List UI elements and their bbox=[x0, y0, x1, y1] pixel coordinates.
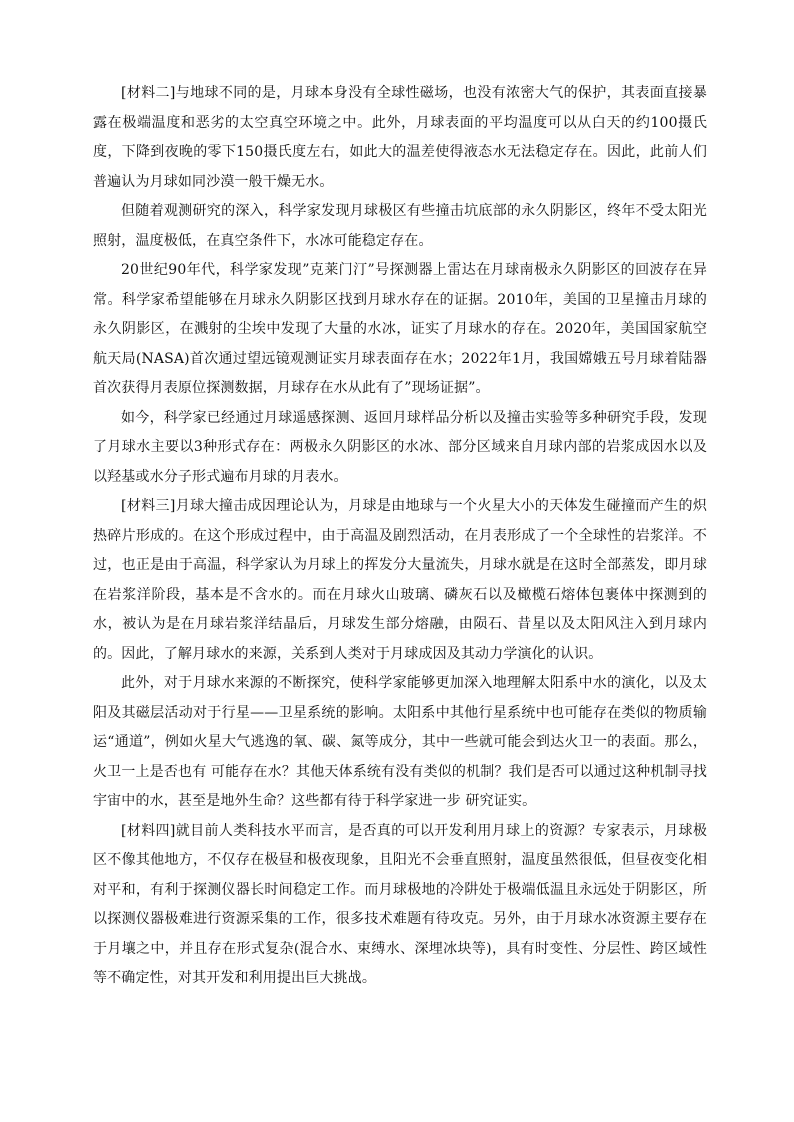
paragraph-water-forms: 如今，科学家已经通过月球遥感探测、返回月球样品分析以及撞击实验等多种研究手段，发现了月球水主要以3种形式存在：两极永久阴影区的水冰、部分区域来自月球内部的岩浆成因水以及以羟基或水分子形式遍布月球的月表水。 bbox=[93, 409, 707, 485]
paragraph-water-origin: 此外，对于月球水来源的不断探究，使科学家能够更加深入地理解太阳系中水的演化，以及太阳及其磁层活动对于行星——卫星系统的影响。太阳系中其他行星系统中也可能存在类似的物质输运“通道”，例如火星大气逃逸的氧、碳、氮等成分，其中一些就可能会到达火卫一的表面。那么，火卫一上是否也有 可能存在水？其他天体系统有没有类似的机制？我们是否可以通过这种机制寻找宇宙中的水，甚至是地外生命？这些都有待于科学家进一步 研究证实。 bbox=[93, 675, 707, 809]
document-page bbox=[93, 79, 707, 994]
paragraph-discovery-history: 20世纪90年代，科学家发现”克莱门汀”号探测器上雷达在月球南极永久阴影区的回波存在异常。科学家希望能够在月球永久阴影区找到月球水存在的证据。2010年，美国的卫星撞击月球的永久阴影区，在溅射的尘埃中发现了大量的水冰，证实了月球水的存在。2020年，美国国家航空航天局(NASA)首次通过望远镜观测证实月球表面存在水；2022年1月，我国嫦娥五号月球着陆器首次获得月表原位探测数据，月球存在水从此有了”现场证据”。 bbox=[93, 262, 707, 396]
paragraph-material-3-intro: [材料三]月球大撞击成因理论认为，月球是由地球与一个火星大小的天体发生碰撞而产生的炽热碎片形成的。在这个形成过程中，由于高温及剧烈活动，在月表形成了一个全球性的岩浆洋。不过，也正是由于高温，科学家认为月球上的挥发分大量流失，月球水就是在这时全部蒸发，即月球在岩浆洋阶段，基本是不含水的。而在月球火山玻璃、磷灰石以及橄榄石熔体包裹体中探测到的水，被认为是在月球岩浆洋结晶后，月球发生部分熔融，由陨石、昔星以及太阳风注入到月球内的。因此，了解月球水的来源，关系到人类对于月球成因及其动力学演化的认识。 bbox=[93, 498, 707, 662]
paragraph-material-2-intro: [材料二]与地球不同的是，月球本身没有全球性磁场，也没有浓密大气的保护，其表面直接暴露在极端温度和恶劣的太空真空环境之中。此外，月球表面的平均温度可以从白天的约100摄氏度，下降到夜晚的零下150摄氏度左右，如此大的温差使得液态水无法稳定存在。因此，此前人们普遍认为月球如同沙漠一般干燥无水。 bbox=[93, 85, 707, 190]
paragraph-material-4-intro: [材料四]就目前人类科技水平而言，是否真的可以开发利用月球上的资源？专家表示，月球极区不像其他地方，不仅存在极昼和极夜现象，且阳光不会垂直照射，温度虽然很低，但昼夜变化相对平和，有利于探测仪器长时间稳定工作。而月球极地的冷阱处于极端低温且永远处于阴影区，所以探测仪器极难进行资源采集的工作，很多技术难题有待攻克。另外，由于月球水冰资源主要存在于月壤之中，并且存在形式复杂(混合水、束缚水、深埋冰块等)，具有时变性、分层性、跨区域性等不确定性，对其开发和利用提出巨大挑战。 bbox=[93, 822, 707, 986]
paragraph-permanent-shadow: 但随着观测研究的深入，科学家发现月球极区有些撞击坑底部的永久阴影区，终年不受太阳光照射，温度极低，在真空条件下，水冰可能稳定存在。 bbox=[93, 203, 707, 249]
